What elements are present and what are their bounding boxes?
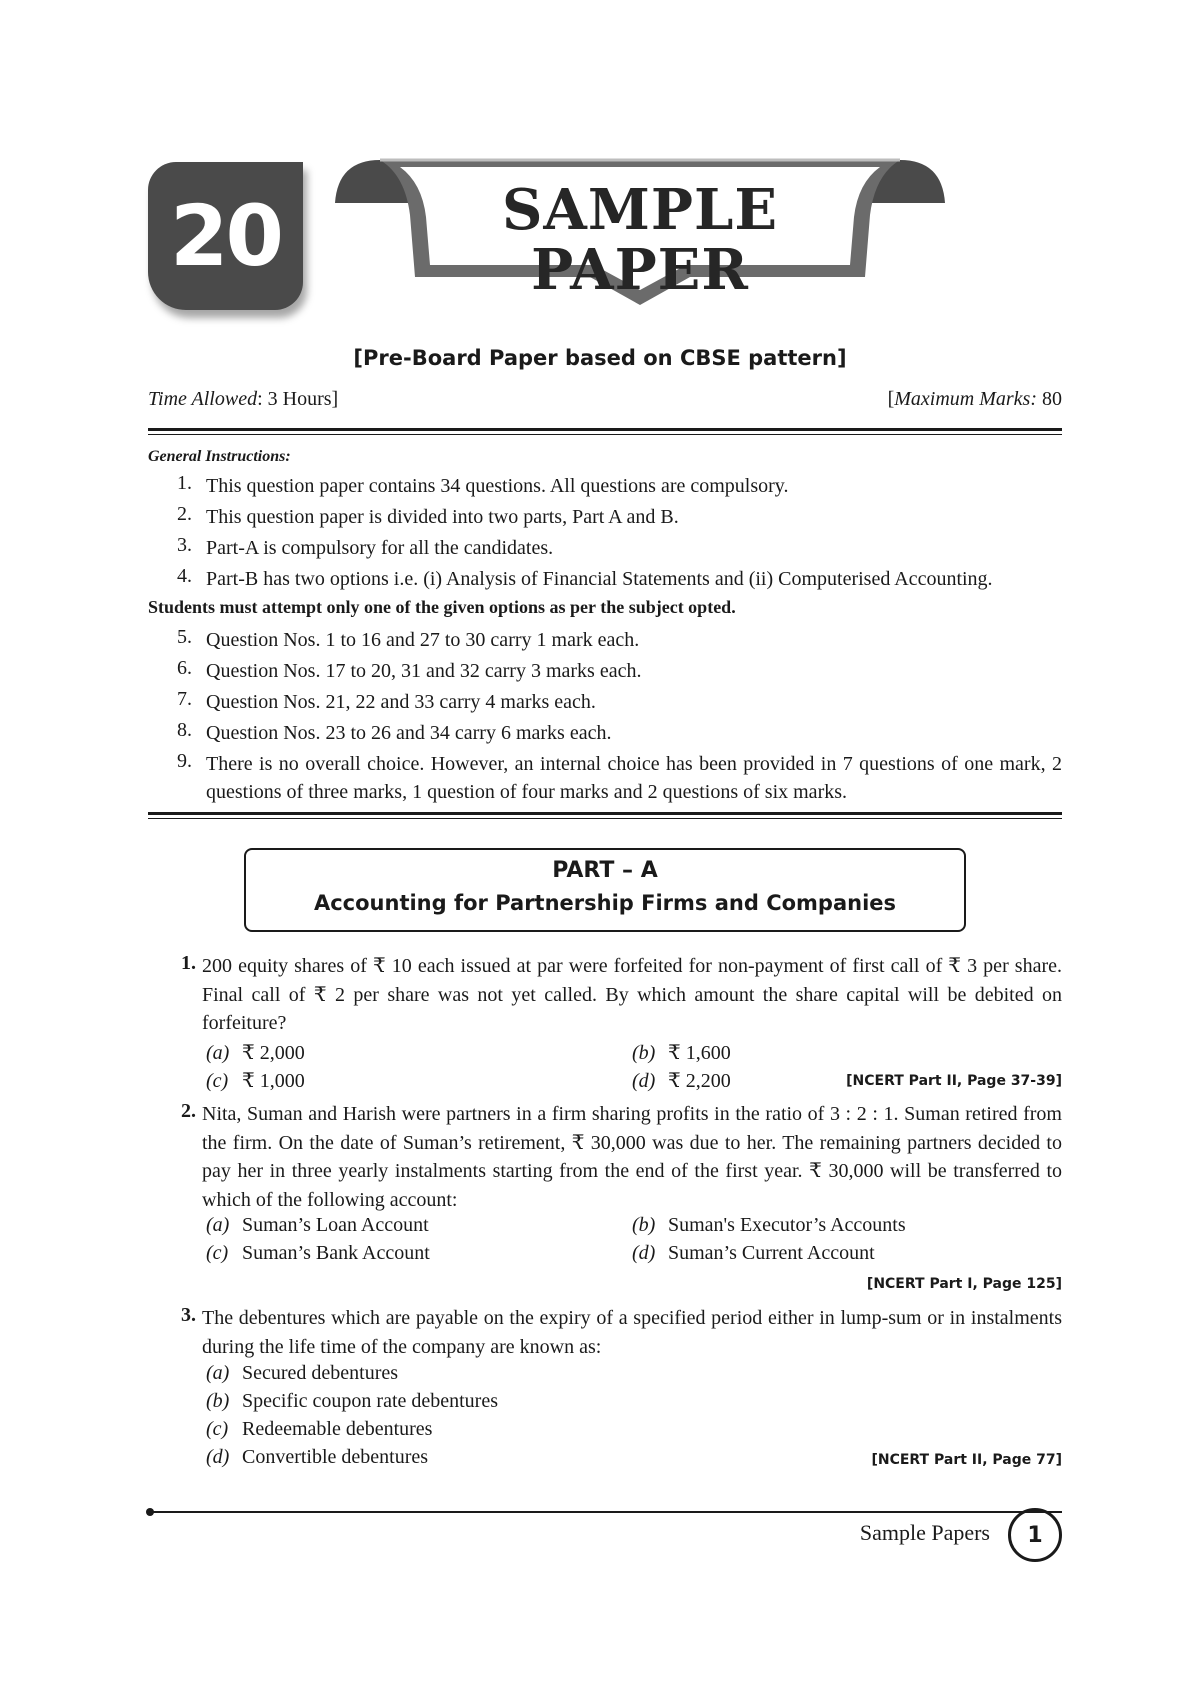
banner-title-line1: SAMPLE <box>501 177 779 243</box>
instruction-number: 7. <box>177 688 192 710</box>
instruction-text: Question Nos. 23 to 26 and 34 carry 6 marks each. <box>206 722 612 744</box>
page-number-value: 1 <box>1027 1522 1043 1548</box>
time-allowed <box>148 388 338 411</box>
part-a-heading-box <box>244 848 966 932</box>
page-number <box>1008 1508 1062 1562</box>
answer-option <box>632 1040 731 1065</box>
option-label: (c) <box>206 1070 229 1092</box>
time-value: : 3 Hours] <box>257 388 339 410</box>
marks-value: 80 <box>1037 388 1062 410</box>
ncert-reference: [NCERT Part II, Page 77] <box>871 1452 1062 1468</box>
option-label: (d) <box>206 1446 230 1468</box>
option-label: (b) <box>206 1390 230 1412</box>
divider-rule <box>148 812 1062 815</box>
instruction-text: Part-B has two options i.e. (i) Analysis of Financial Statements and (ii) Computerised Accounting. <box>206 568 993 590</box>
part-a-heading: PART – A <box>552 858 658 883</box>
footer-label: Sample Papers <box>859 1520 990 1545</box>
option-label: (d) <box>632 1242 656 1264</box>
paper-subtitle: [Pre-Board Paper based on CBSE pattern] <box>353 346 847 370</box>
instructions-note: Students must attempt only one of the given options as per the subject opted. <box>148 597 736 617</box>
answer-option <box>206 1362 398 1385</box>
question-text: Nita, Suman and Harish were partners in a firm sharing profits in the ratio of 3 : 2 : 1. Suman retired from the firm. On the date of Suman’s retirement, ₹ 30,000 was due to her. The remaining partners decided to pay her in three yearly instalments starting from the end of the first year. ₹ 30,000 will be transferred to which of the following account: <box>202 1103 1062 1211</box>
option-label: (b) <box>632 1214 656 1236</box>
answer-option <box>206 1418 432 1441</box>
question-text: The debentures which are payable on the expiry of a specified period either in lump-sum or in instalments during the life time of the company are known as: <box>202 1307 1062 1358</box>
option-label: (a) <box>206 1214 230 1236</box>
instruction-text: Question Nos. 21, 22 and 33 carry 4 marks each. <box>206 691 596 713</box>
instruction-text: Part-A is compulsory for all the candidates. <box>206 537 554 559</box>
instruction-text: There is no overall choice. However, an internal choice has been provided in 7 questions of one mark, 2 questions of three marks, 1 question of four marks and 2 questions of six marks. <box>206 753 1062 803</box>
question-number: 2. <box>181 1100 196 1122</box>
ncert-reference: [NCERT Part I, Page 125] <box>866 1276 1062 1292</box>
ncert-reference: [NCERT Part II, Page 37-39] <box>846 1073 1062 1089</box>
option-text: Convertible debentures <box>242 1446 429 1468</box>
divider-rule <box>148 818 1062 819</box>
answer-option <box>206 1242 430 1265</box>
answer-option <box>206 1214 429 1237</box>
answer-option <box>206 1446 428 1469</box>
option-text: ₹ 2,000 <box>242 1042 305 1064</box>
option-text: ₹ 1,000 <box>242 1070 305 1092</box>
question-text: 200 equity shares of ₹ 10 each issued at par were forfeited for non-payment of first call of ₹ 3 per share. Final call of ₹ 2 per share was not yet called. By which amount the share capital will be debited on forfeiture? <box>202 955 1062 1034</box>
instruction-number: 6. <box>177 657 192 679</box>
marks-bracket: [ <box>887 388 895 410</box>
option-text: ₹ 1,600 <box>668 1042 731 1064</box>
option-label: (b) <box>632 1042 656 1064</box>
instruction-text: Question Nos. 1 to 16 and 27 to 30 carry 1 mark each. <box>206 629 640 651</box>
option-text: Suman's Executor’s Accounts <box>668 1214 906 1236</box>
instruction-number: 5. <box>177 626 192 648</box>
option-text: Redeemable debentures <box>242 1418 433 1440</box>
time-label: Time Allowed <box>148 388 258 410</box>
marks-label: Maximum Marks: <box>894 388 1037 410</box>
option-label: (a) <box>206 1042 230 1064</box>
option-label: (a) <box>206 1362 230 1384</box>
option-label: (c) <box>206 1418 229 1440</box>
maximum-marks <box>888 388 1062 411</box>
answer-option <box>206 1390 498 1413</box>
option-label: (c) <box>206 1242 229 1264</box>
part-a-subheading: Accounting for Partnership Firms and Companies <box>313 891 897 915</box>
option-text: Specific coupon rate debentures <box>242 1390 499 1412</box>
option-text: Suman’s Loan Account <box>242 1214 429 1236</box>
answer-option <box>632 1068 731 1093</box>
divider-rule <box>148 428 1062 431</box>
option-text: Secured debentures <box>242 1362 399 1384</box>
instruction-number: 4. <box>177 565 192 587</box>
answer-option <box>206 1068 305 1093</box>
question-number: 3. <box>181 1304 196 1326</box>
instruction-number: 1. <box>177 472 192 494</box>
option-text: Suman’s Bank Account <box>242 1242 430 1264</box>
option-text: ₹ 2,200 <box>668 1070 731 1092</box>
instruction-number: 2. <box>177 503 192 525</box>
question-number: 1. <box>181 952 196 974</box>
instruction-number: 9. <box>177 750 192 772</box>
instructions-title: General Instructions: <box>148 448 291 465</box>
instruction-text: This question paper is divided into two parts, Part A and B. <box>206 506 679 528</box>
banner-title-line2: PAPER <box>531 237 749 303</box>
option-label: (d) <box>632 1070 656 1092</box>
instruction-number: 3. <box>177 534 192 556</box>
footer-rule <box>148 1511 1062 1513</box>
option-text: Suman’s Current Account <box>668 1242 875 1264</box>
instruction-number: 8. <box>177 719 192 741</box>
answer-option <box>206 1040 305 1065</box>
paper-number: 20 <box>170 187 281 285</box>
divider-rule <box>148 434 1062 435</box>
answer-option <box>632 1214 906 1237</box>
answer-option <box>632 1242 875 1265</box>
instruction-text: Question Nos. 17 to 20, 31 and 32 carry 3 marks each. <box>206 660 642 682</box>
paper-number-badge <box>148 162 303 310</box>
instruction-text: This question paper contains 34 questions. All questions are compulsory. <box>206 475 789 497</box>
